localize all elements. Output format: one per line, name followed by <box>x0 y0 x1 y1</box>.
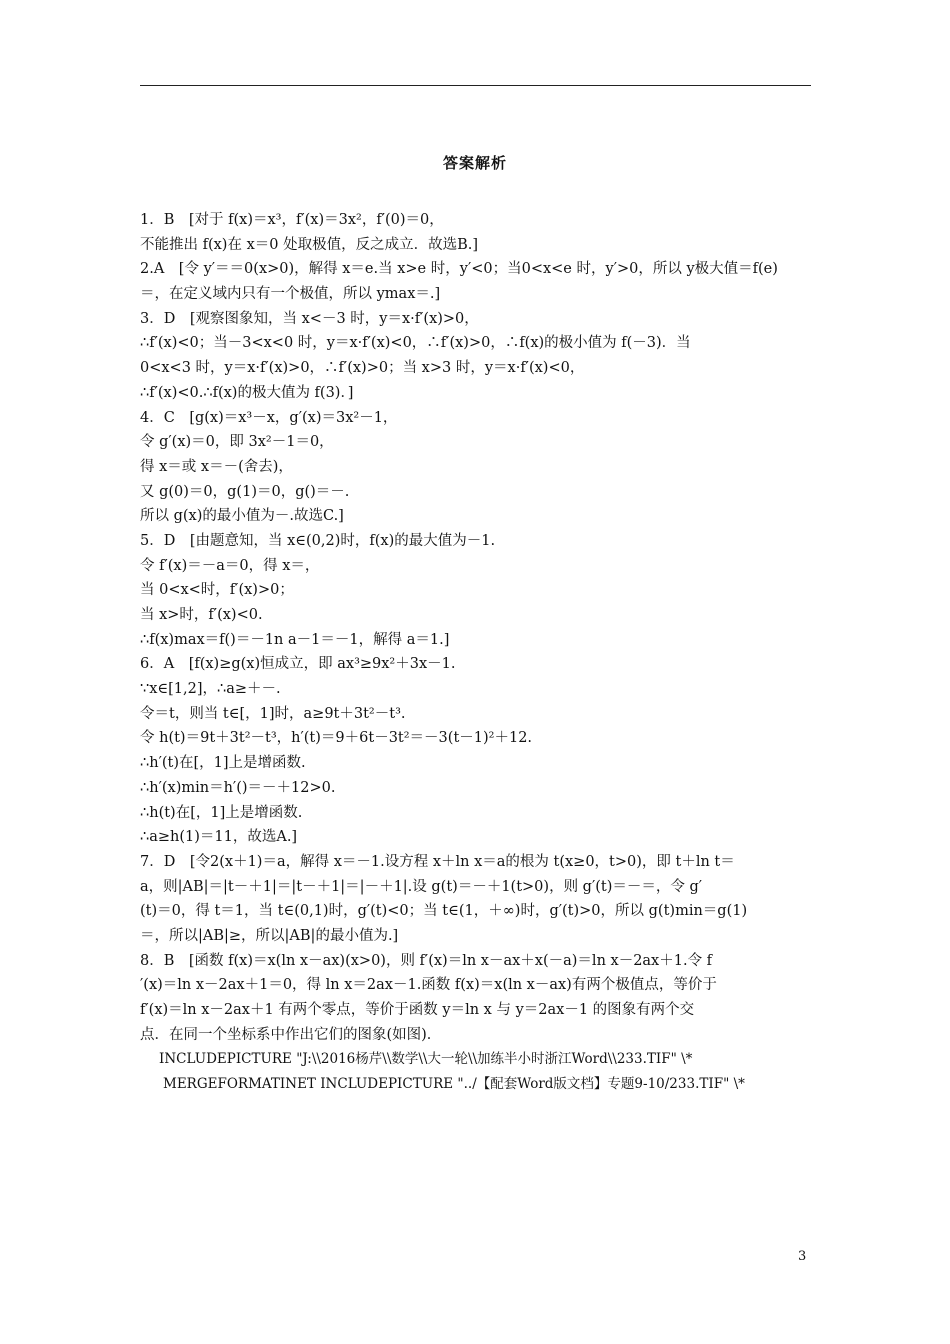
text-line: 令＝t，则当 t∈[，1]时，a≥9t＋3t²－t³. <box>140 705 406 722</box>
text-line: ∴f′(x)<0.∴f(x)的极大值为 f(3)．] <box>140 384 354 401</box>
text-line: 0<x<3 时，y＝x·f′(x)>0，∴f′(x)>0；当 x>3 时，y＝x·f′(x)<0， <box>140 360 585 377</box>
text-line: ＝，所以|AB|≥，所以|AB|的最小值为.] <box>140 927 399 944</box>
text-line: 令 g′(x)＝0，即 3x²－1＝0， <box>140 434 334 451</box>
text-line: 不能推出 f(x)在 x＝0 处取极值，反之成立．故选B.] <box>140 236 479 253</box>
text-line: 4．C [g(x)＝x³－x，g′(x)＝3x²－1， <box>140 409 398 426</box>
text-line: ∴f′(x)<0；当－3<x<0 时，y＝x·f′(x)<0，∴f′(x)>0，∴f(x)的极小值为 f(－3)．当 <box>140 335 691 352</box>
text-line: ∴h(t)在[，1]上是增函数. <box>140 804 303 821</box>
text-line: 所以 g(x)的最小值为－.故选C.] <box>140 508 344 525</box>
answer-body <box>140 208 812 1097</box>
header-rule <box>140 85 811 86</box>
include-field-line: MERGEFORMATINET INCLUDEPICTURE "../【配套Word版文档】专题9-10/233.TIF" \* <box>163 1076 745 1093</box>
text-line: ∵x∈[1,2]，∴a≥＋－. <box>140 681 281 698</box>
text-line: (t)＝0，得 t＝1，当 t∈(0,1)时，g′(t)<0；当 t∈(1，＋∞)时，g′(t)>0，所以 g(t)min＝g(1) <box>140 903 748 920</box>
text-line: ′(x)＝ln x－2ax＋1＝0，得 ln x＝2ax－1.函数 f(x)＝x(ln x－ax)有两个极值点，等价于 <box>140 977 717 994</box>
text-line: ∴a≥h(1)＝11，故选A.] <box>140 829 298 846</box>
text-line: 2.A [令 y′＝＝0(x>0)，解得 x＝e.当 x>e 时，y′<0；当0<x<e 时，y′>0，所以 y极大值＝f(e) <box>140 261 778 278</box>
include-field-line: INCLUDEPICTURE "J:\\2016杨芹\\数学\\大一轮\\加练半小时浙江Word\\233.TIF" \* <box>159 1051 693 1068</box>
text-line: 点．在同一个坐标系中作出它们的图象(如图)． <box>140 1026 442 1043</box>
text-line: 3．D [观察图象知，当 x<－3 时，y＝x·f′(x)>0， <box>140 310 479 327</box>
text-line: 令 f′(x)＝－a＝0，得 x＝， <box>140 557 320 574</box>
text-line: a，则|AB|＝|t－＋1|＝|t－＋1|＝|－＋1|.设 g(t)＝－＋1(t>0)，则 g′(t)＝－＝，令 g′ <box>140 878 703 895</box>
text-line: 6．A [f(x)≥g(x)恒成立，即 ax³≥9x²＋3x－1. <box>140 656 456 673</box>
text-line: 当 0<x<时，f′(x)>0； <box>140 582 294 599</box>
text-line: 令 h(t)＝9t＋3t²－t³，h′(t)＝9＋6t－3t²＝－3(t－1)²＋12. <box>140 730 533 747</box>
text-line: ∴f(x)max＝f()＝－1n a－1＝－1，解得 a＝1.] <box>140 631 450 648</box>
text-line: 又 g(0)＝0，g(1)＝0，g()＝－. <box>140 483 350 500</box>
text-line: f′(x)＝ln x－2ax＋1 有两个零点，等价于函数 y＝ln x 与 y＝2ax－1 的图象有两个交 <box>140 1002 695 1018</box>
text-line: 8．B [函数 f(x)＝x(ln x－ax)(x>0)，则 f′(x)＝ln x－ax＋x(－a)＝ln x－2ax＋1.令 f <box>140 952 713 969</box>
text-line: ∴h′(x)min＝h′()＝－＋12>0. <box>140 779 336 796</box>
text-line: 得 x＝或 x＝－(舍去)， <box>140 458 293 475</box>
page-title: 答案解析 <box>442 154 507 172</box>
text-line: 7．D [令2(x＋1)＝a，解得 x＝－1.设方程 x＋ln x＝a的根为 t(x≥0，t>0)，即 t＋ln t＝ <box>140 853 735 870</box>
text-line: ∴h′(t)在[，1]上是增函数. <box>140 755 306 772</box>
text-line: 5．D [由题意知，当 x∈(0,2)时，f(x)的最大值为－1. <box>140 532 496 549</box>
text-line: 1．B [对于 f(x)＝x³，f′(x)＝3x²，f′(0)＝0， <box>140 212 444 228</box>
text-line: ＝，在定义域内只有一个极值，所以 ymax＝.] <box>140 286 441 303</box>
page-number: 3 <box>798 1249 807 1264</box>
text-line: 当 x>时，f′(x)<0. <box>140 607 263 623</box>
